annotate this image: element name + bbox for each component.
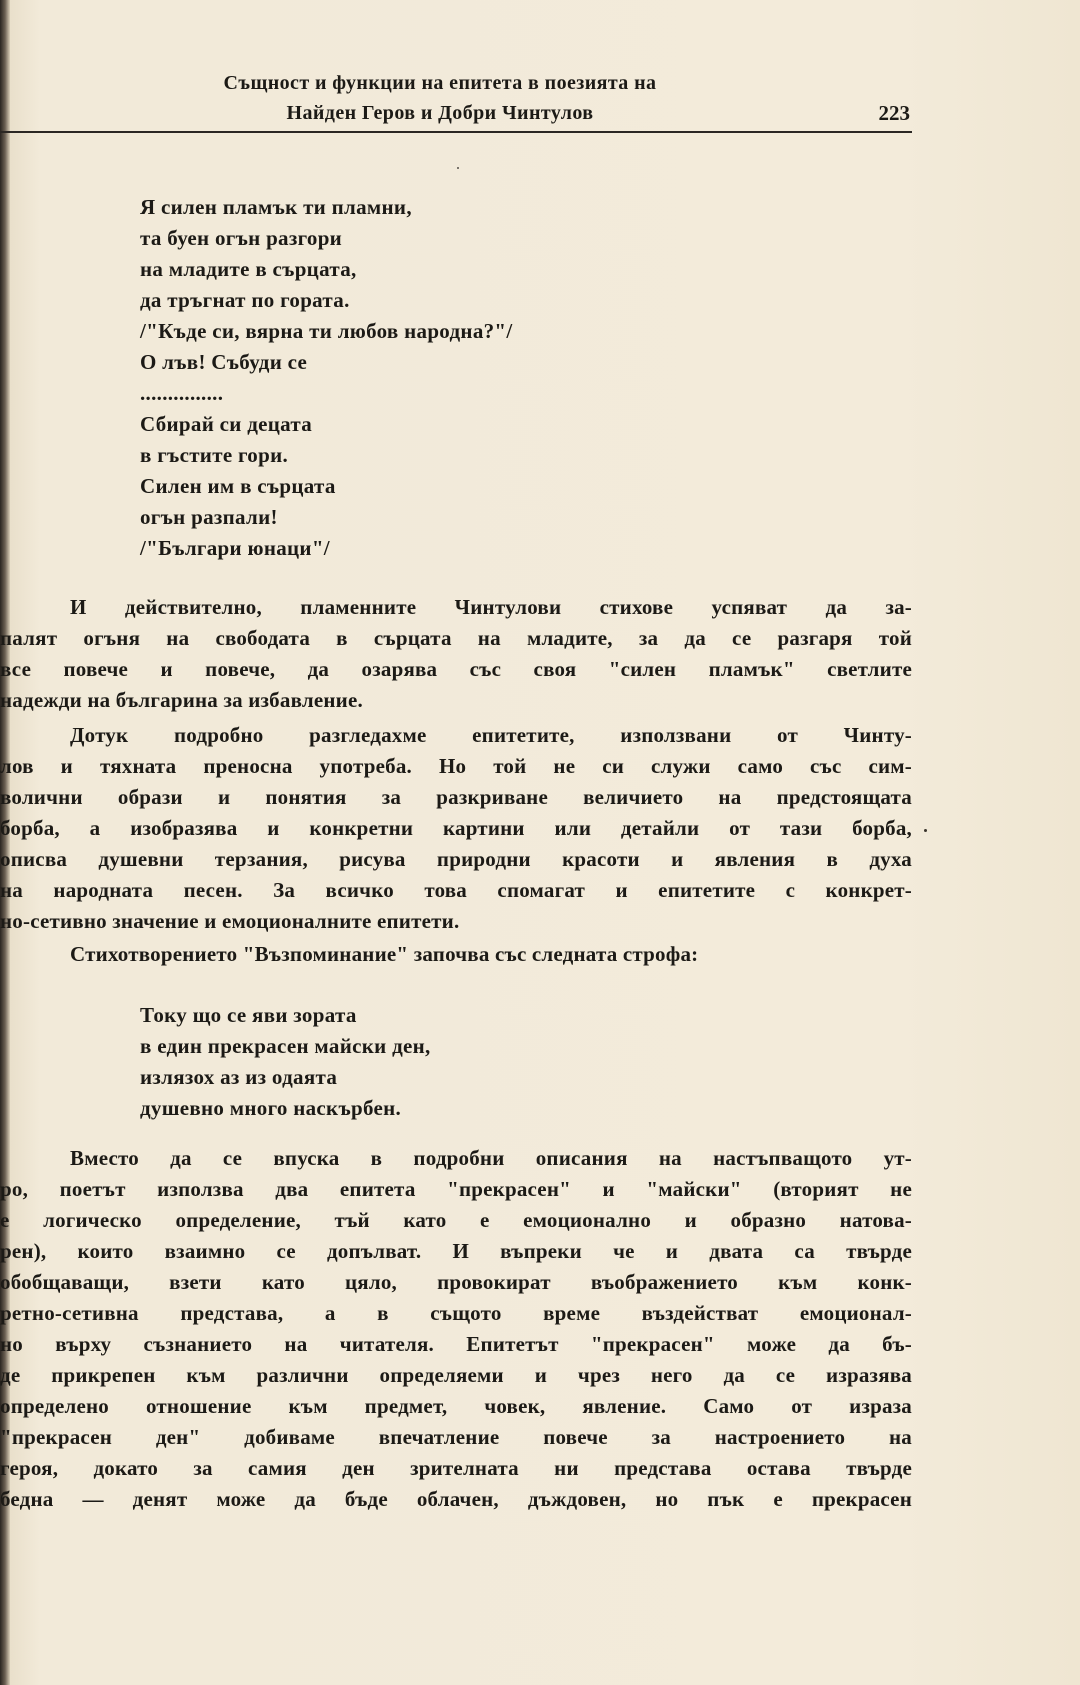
text-line: все повече и повече, да озарява със своя "силен пламък" светлите [0, 657, 912, 681]
verse-line: О лъв! Събуди се [140, 350, 308, 374]
text-line: И действително, пламенните Чинтулови стихове успяват да за- [70, 595, 912, 619]
text-line: надежди на българина за избавление. [0, 688, 363, 712]
verse-ellipsis: ............... [140, 381, 224, 405]
verse-line: на младите в сърцата, [140, 257, 357, 281]
verse-line: да тръгнат по гората. [140, 288, 350, 312]
verse-line: в един прекрасен майски ден, [140, 1034, 431, 1058]
header-title-line-1: Същност и функции на епитета в поезията на [223, 72, 657, 94]
paragraph-1 [0, 592, 912, 716]
text-line: описва душевни терзания, рисува природни красоти и явления в духа [0, 847, 912, 871]
text-line: на народната песен. За всичко това спомагат и епитетите с конкрет- [0, 878, 912, 902]
verse-line: излязох аз из одаята [140, 1065, 338, 1089]
text-line: Дотук подробно разгледахме епитетите, използвани от Чинту- [70, 723, 912, 747]
verse-line: Сбирай си децата [140, 412, 313, 436]
verse-source: /"Къде си, вярна ти любов народна?"/ [140, 319, 513, 343]
text-line: но-сетивно значение и емоционалните епитети. [0, 909, 460, 933]
text-line: борба, а изобразява и конкретни картини или детайли от тази борба, [0, 816, 912, 840]
paragraph-3 [0, 939, 912, 970]
paragraph-4 [0, 1143, 912, 1515]
text-line: обобщаващи, взети като цяло, провокират въображението към конк- [0, 1270, 912, 1294]
text-line: е логическо определение, тъй като е емоционално и образно натова- [0, 1208, 912, 1232]
print-speck [457, 167, 459, 169]
text-line: ретно-сетивна представа, а в същото време въздействат емоционал- [0, 1301, 912, 1325]
header-title-line-2: Найден Геров и Добри Чинтулов [286, 102, 594, 124]
text-line: Стихотворението "Възпоминание" започва със следната строфа: [70, 942, 699, 966]
verse-source: /"Българи юнаци"/ [140, 536, 330, 560]
text-line: определено отношение към предмет, човек, явление. Само от израза [0, 1394, 912, 1418]
paragraph-2 [0, 720, 912, 937]
header-rule [0, 131, 912, 133]
verse-line: огън разпали! [140, 505, 278, 529]
text-line: волични образи и понятия за разкриване величието на предстоящата [0, 785, 912, 809]
text-line: ро, поетът използва два епитета "прекрасен" и "майски" (вторият не [0, 1177, 912, 1201]
text-line: бедна — денят може да бъде облачен, дъждовен, но пък е прекрасен [0, 1487, 912, 1511]
verse-line: в гъстите гори. [140, 443, 289, 467]
text-line: Вместо да се впуска в подробни описания на настъпващото ут- [70, 1146, 912, 1170]
page-number: 223 [878, 101, 910, 125]
verse-line: душевно много наскърбен. [140, 1096, 402, 1120]
text-line: рен), които взаимно се допълват. И въпреки че и двата са твърде [0, 1239, 912, 1263]
verse-line: та буен огън разгори [140, 226, 343, 250]
text-line: палят огъня на свободата в сърцата на младите, за да се разгаря той [0, 626, 912, 650]
text-line: де прикрепен към различни определяеми и чрез него да се изразява [0, 1363, 912, 1387]
print-speck [924, 829, 927, 832]
poem-quote-1 [140, 192, 513, 564]
running-header [160, 68, 720, 128]
text-line: лов и тяхната преносна употреба. Но той не си служи само със сим- [0, 754, 912, 778]
verse-line: Току що се яви зората [140, 1003, 357, 1027]
verse-line: Силен им в сърцата [140, 474, 336, 498]
text-line: но върху съзнанието на читателя. Епитетът "прекрасен" може да бъ- [0, 1332, 912, 1356]
poem-quote-2 [140, 1000, 431, 1124]
verse-line: Я силен пламък ти пламни, [140, 195, 412, 219]
text-line: героя, докато за самия ден зрителната ни представа остава твърде [0, 1456, 912, 1480]
text-line: "прекрасен ден" добиваме впечатление повече за настроението на [0, 1425, 912, 1449]
